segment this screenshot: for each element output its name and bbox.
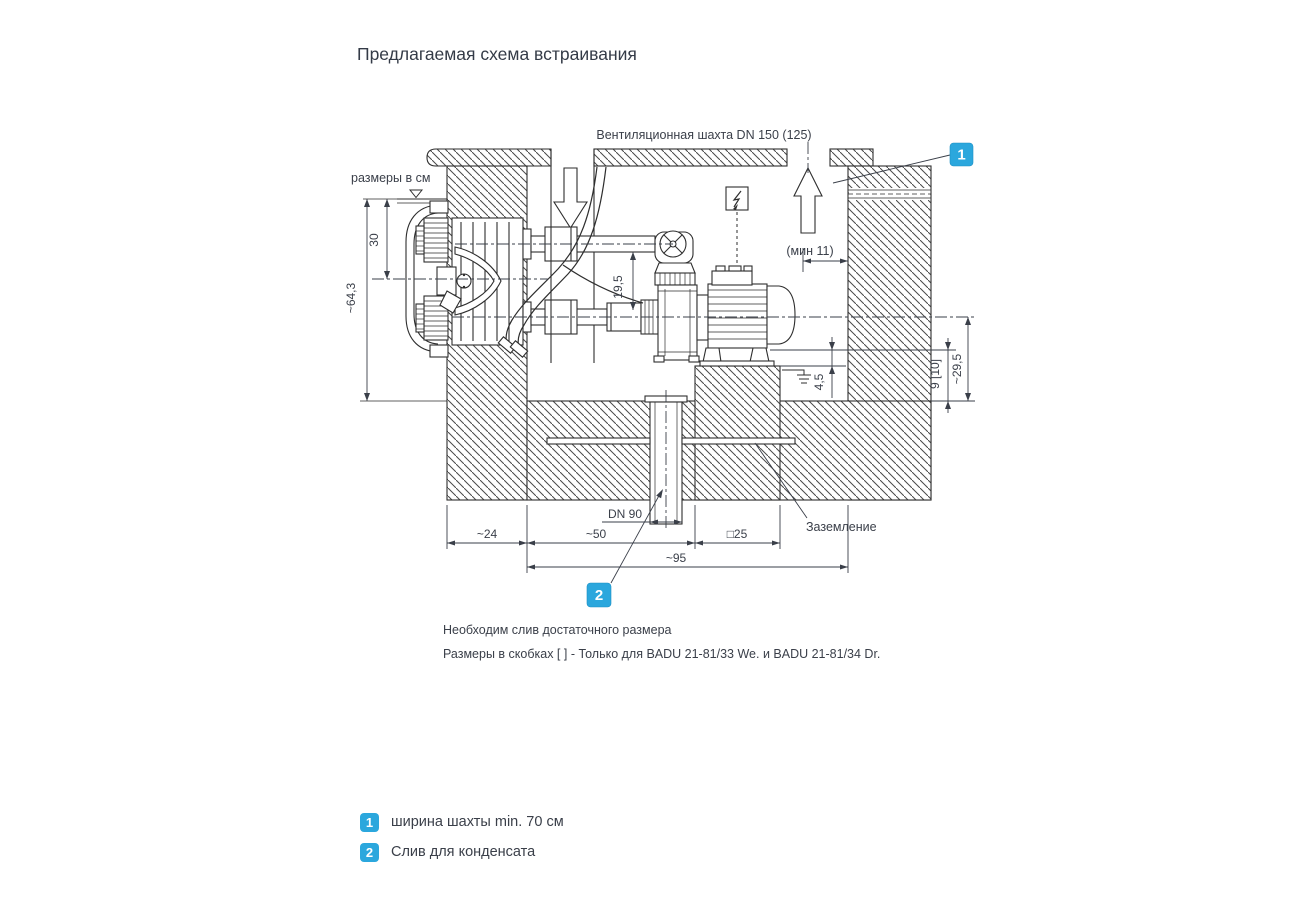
callout-badge-2 — [587, 583, 611, 607]
ceiling-slab — [427, 149, 873, 166]
dim-base: 9 [10] — [928, 358, 942, 390]
legend-label-1: ширина шахты min. 70 см — [391, 814, 564, 830]
air-inlet-arrow-icon — [554, 168, 587, 228]
dim-depth: ~64,3 — [344, 282, 358, 314]
dim-plinth-w: □25 — [726, 527, 748, 541]
dim-nozzle: 30 — [367, 233, 381, 247]
legend-badge-2: 2 — [360, 843, 379, 862]
legend-label-2: Слив для конденсата — [391, 844, 536, 860]
notes — [443, 618, 880, 666]
legend — [360, 812, 564, 872]
units-note: размеры в см — [351, 171, 431, 185]
vent-shaft-label: Вентиляционная шахта DN 150 (125) — [596, 128, 812, 142]
callout-badge-1 — [950, 143, 973, 166]
dim-min-gap: (мин 11) — [786, 244, 834, 258]
legend-badge-1: 1 — [360, 813, 379, 832]
ground-label: Заземление — [806, 520, 877, 534]
motor — [697, 266, 795, 366]
electric-supply-icon — [726, 187, 748, 270]
dim-pipes: 19,5 — [611, 275, 625, 299]
note-brackets: Размеры в скобках [ ] - Только для BADU 21-81/33 We. и BADU 21-81/34 Dr. — [443, 647, 881, 661]
valve — [655, 231, 695, 285]
dim-drain: DN 90 — [607, 507, 643, 521]
dim-wall: ~24 — [476, 527, 498, 541]
callout-badge-1-number: 1 — [957, 146, 966, 164]
motor-terminal-box — [712, 271, 752, 285]
dim-axis: ~29,5 — [950, 353, 964, 385]
jet-nozzle-top — [416, 218, 448, 262]
callout-badge-2-number: 2 — [594, 587, 604, 604]
note-drain: Необходим слив достаточного размера — [443, 623, 672, 637]
pump-plinth — [695, 366, 780, 500]
dim-plinth: 4,5 — [812, 373, 826, 391]
water-level-icon — [410, 190, 422, 198]
dim-total: ~95 — [665, 551, 687, 565]
motor-fan-cover — [767, 286, 795, 344]
legend-item-1 — [360, 812, 564, 832]
dim-span: ~50 — [585, 527, 607, 541]
earth-symbol-icon — [782, 370, 811, 383]
pump — [654, 285, 699, 362]
air-outlet-arrow-icon — [794, 168, 822, 233]
legend-item-2 — [360, 842, 564, 862]
page-title: Предлагаемая схема встраивания — [357, 44, 637, 64]
